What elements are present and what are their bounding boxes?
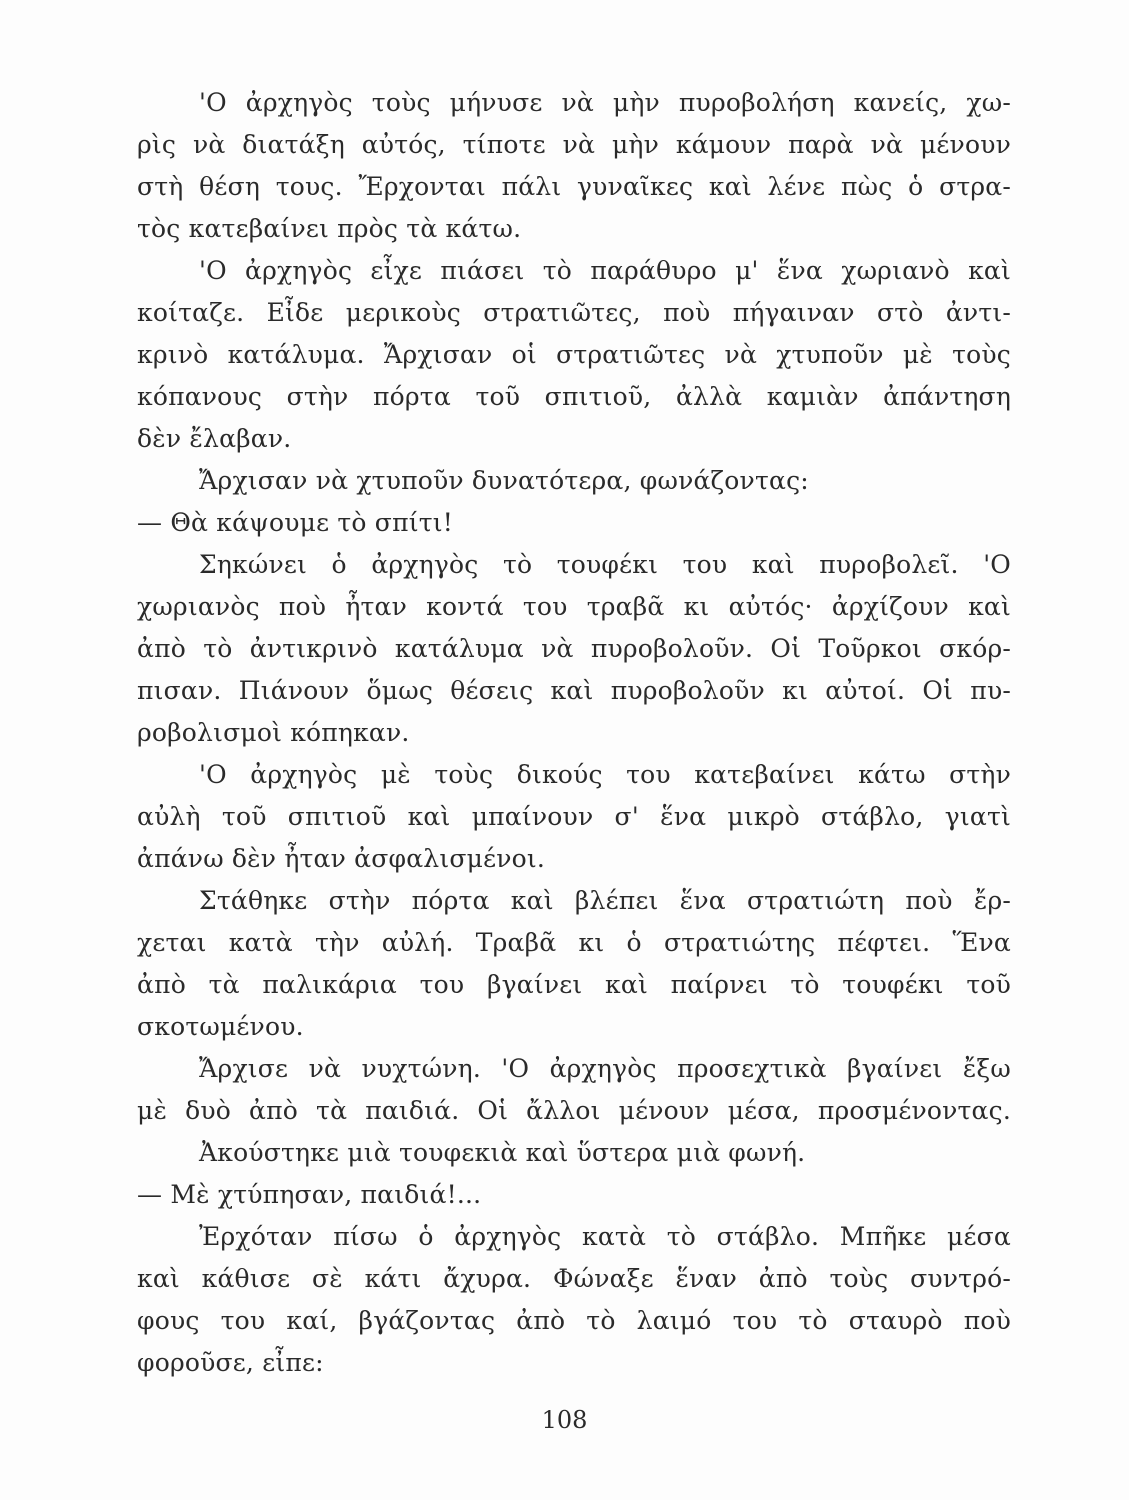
text-line: ἀπὸ τὸ ἀντικρινὸ κατάλυμα νὰ πυροβολοῦν. Οἱ Τοῦρκοι σκόρ-	[137, 634, 1011, 663]
text-line: Ἄρχισε νὰ νυχτώνη. 'Ο ἀρχηγὸς προσεχτικὰ βγαίνει ἔξω	[199, 1054, 1011, 1083]
text-line: Ἄρχισαν νὰ χτυποῦν δυνατότερα, φωνάζοντας:	[199, 466, 809, 495]
text-line: — Θὰ κάψουμε τὸ σπίτι!	[137, 508, 453, 537]
text-line: μὲ δυὸ ἀπὸ τὰ παιδιά. Οἱ ἄλλοι μένουν μέσα, προσμένοντας.	[137, 1096, 1011, 1125]
text-line: Ἐρχόταν πίσω ὁ ἀρχηγὸς κατὰ τὸ στάβλο. Μπῆκε μέσα	[199, 1222, 1011, 1251]
text-line: ἀπὸ τὰ παλικάρια του βγαίνει καὶ παίρνει τὸ τουφέκι τοῦ	[137, 970, 1011, 999]
text-line: δὲν ἔλαβαν.	[137, 424, 292, 453]
text-line: Στάθηκε στὴν πόρτα καὶ βλέπει ἕνα στρατιώτη ποὺ ἔρ-	[199, 886, 1011, 915]
text-line: φοροῦσε, εἶπε:	[137, 1348, 324, 1377]
text-line: 'Ο ἀρχηγὸς εἶχε πιάσει τὸ παράθυρο μ' ἕνα χωριανὸ καὶ	[199, 256, 1011, 285]
text-line: στὴ θέση τους. Ἔρχονται πάλι γυναῖκες καὶ λένε πὼς ὁ στρα-	[137, 172, 1011, 201]
text-line: χεται κατὰ τὴν αὐλή. Τραβᾶ κι ὁ στρατιώτης πέφτει. Ἕνα	[137, 928, 1011, 957]
text-line: ροβολισμοὶ κόπηκαν.	[137, 718, 410, 747]
text-line: καὶ κάθισε σὲ κάτι ἄχυρα. Φώναξε ἕναν ἀπὸ τοὺς συντρό-	[137, 1264, 1011, 1293]
text-line: — Μὲ χτύπησαν, παιδιά!...	[137, 1180, 482, 1209]
text-line: τὸς κατεβαίνει πρὸς τὰ κάτω.	[137, 214, 522, 243]
text-line: κόπανους στὴν πόρτα τοῦ σπιτιοῦ, ἀλλὰ καμιὰν ἀπάντηση	[137, 382, 1011, 411]
text-line: κρινὸ κατάλυμα. Ἄρχισαν οἱ στρατιῶτες νὰ χτυποῦν μὲ τοὺς	[137, 340, 1011, 369]
page-number: 108	[541, 1406, 588, 1434]
text-line: χωριανὸς ποὺ ἦταν κοντά του τραβᾶ κι αὐτός· ἀρχίζουν καὶ	[137, 592, 1011, 621]
body-text	[137, 82, 1011, 1384]
text-line: 'Ο ἀρχηγὸς τοὺς μήνυσε νὰ μὴν πυροβολήση κανείς, χω-	[199, 88, 1011, 117]
text-line: φους του καί, βγάζοντας ἀπὸ τὸ λαιμό του τὸ σταυρὸ ποὺ	[137, 1306, 1011, 1335]
text-line: αὐλὴ τοῦ σπιτιοῦ καὶ μπαίνουν σ' ἕνα μικρὸ στάβλο, γιατὶ	[137, 802, 1011, 831]
text-line: ρὶς νὰ διατάξη αὐτός, τίποτε νὰ μὴν κάμουν παρὰ νὰ μένουν	[137, 130, 1011, 159]
text-line: πισαν. Πιάνουν ὅμως θέσεις καὶ πυροβολοῦν κι αὐτοί. Οἱ πυ-	[137, 676, 1011, 705]
text-line: κοίταζε. Εἶδε μερικοὺς στρατιῶτες, ποὺ πήγαιναν στὸ ἀντι-	[137, 298, 1011, 327]
text-line: 'Ο ἀρχηγὸς μὲ τοὺς δικούς του κατεβαίνει κάτω στὴν	[199, 760, 1011, 789]
text-line: σκοτωμένου.	[137, 1012, 304, 1041]
text-line: Ἀκούστηκε μιὰ τουφεκιὰ καὶ ὕστερα μιὰ φωνή.	[199, 1138, 806, 1167]
text-line: Σηκώνει ὁ ἀρχηγὸς τὸ τουφέκι του καὶ πυροβολεῖ. 'Ο	[199, 550, 1011, 579]
text-line: ἀπάνω δὲν ἦταν ἀσφαλισμένοι.	[137, 844, 546, 873]
